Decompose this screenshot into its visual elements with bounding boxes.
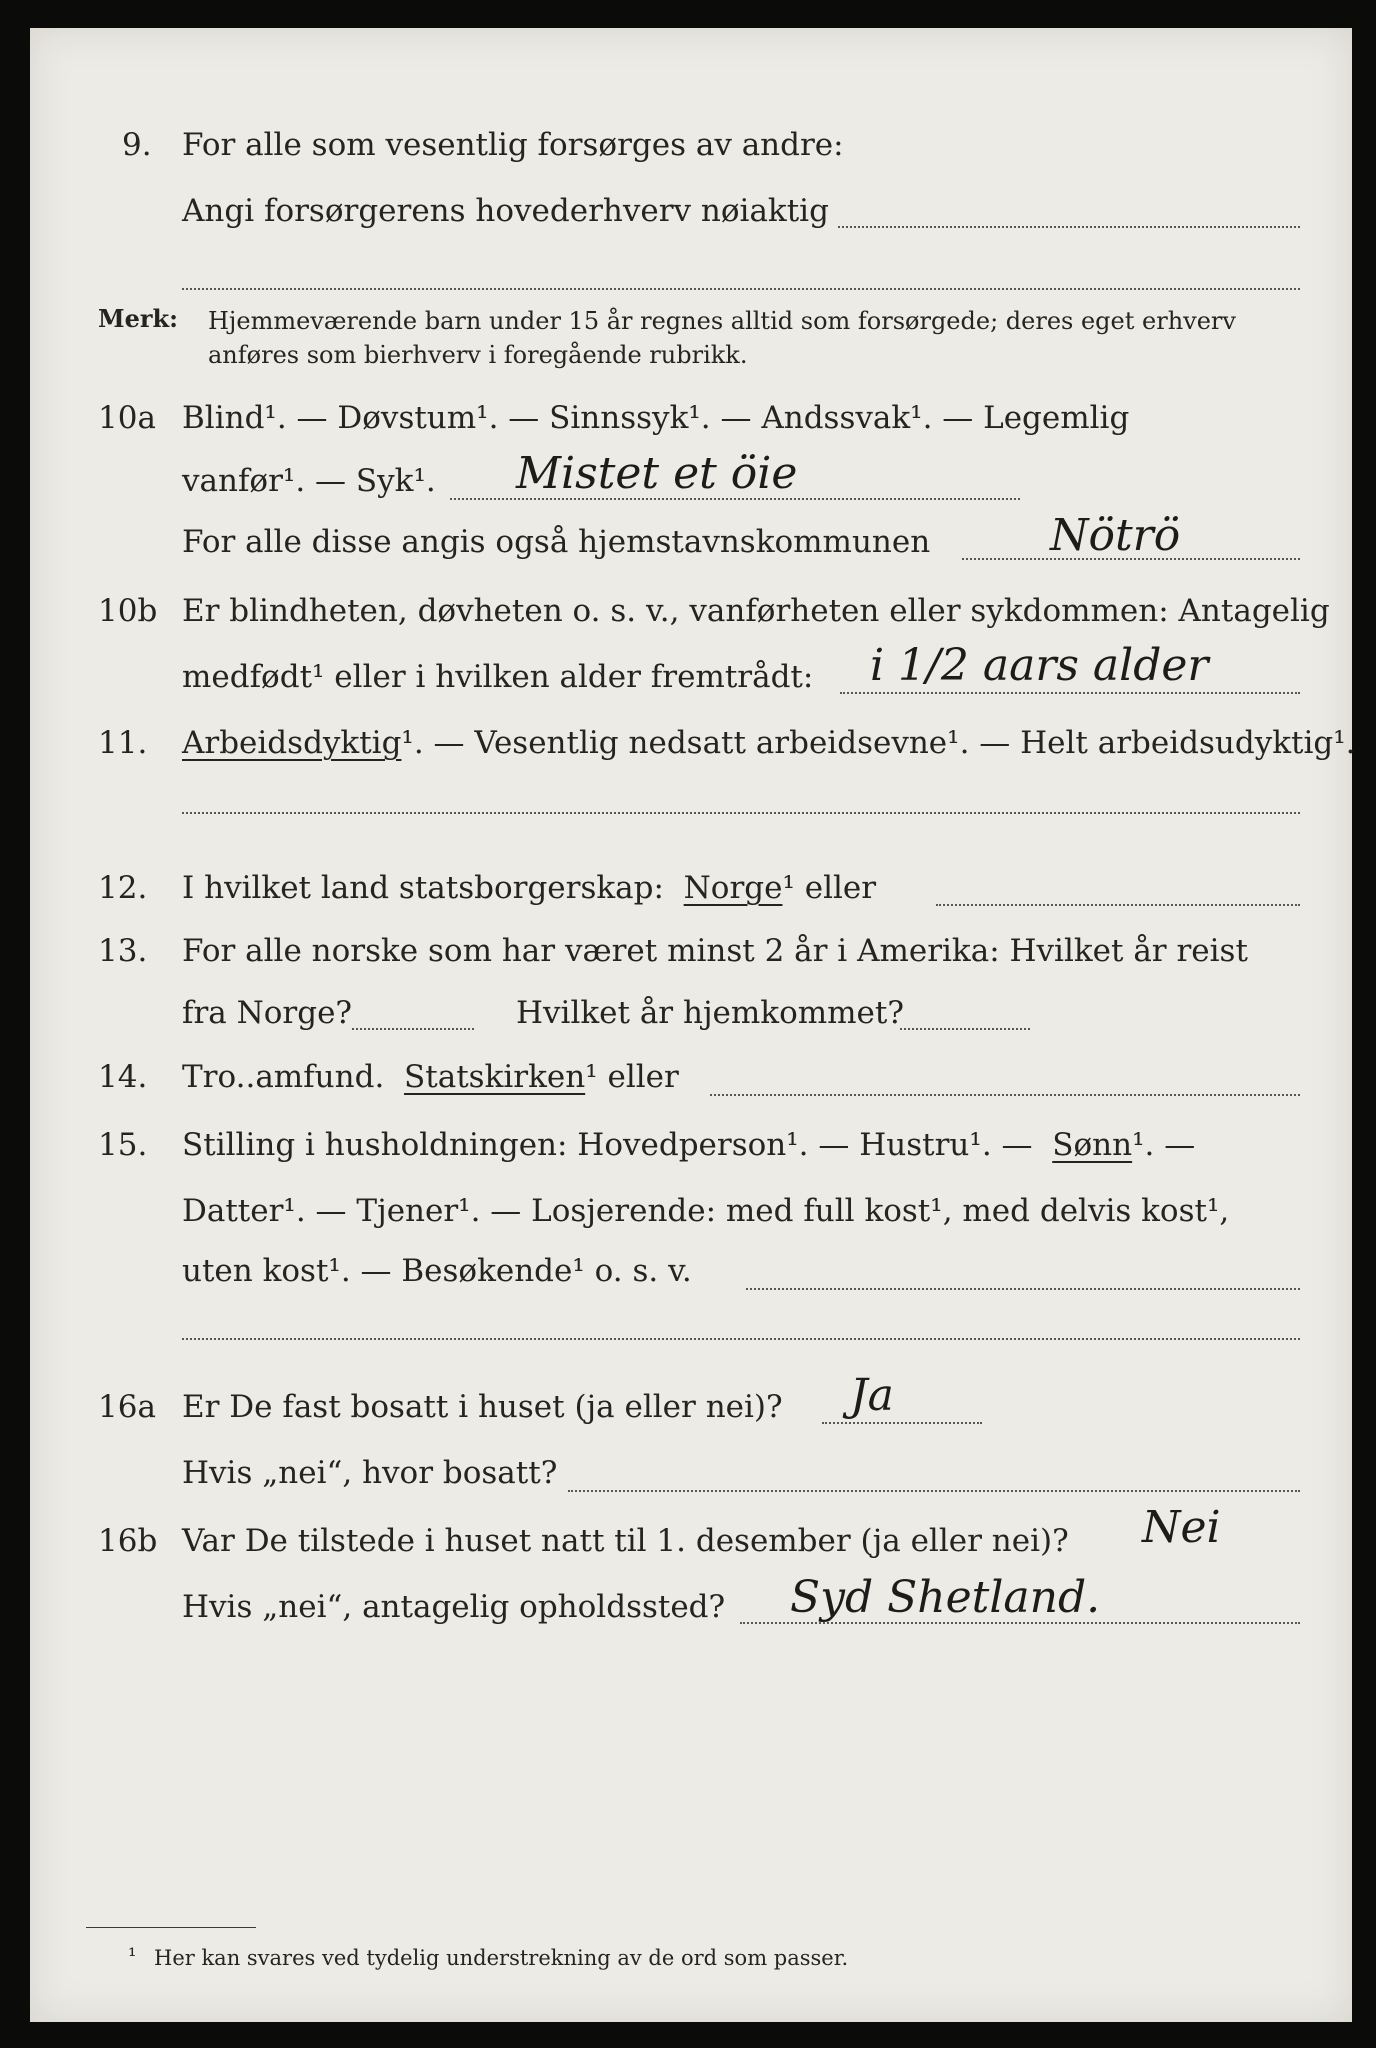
q12-tail: ¹ eller — [782, 870, 877, 906]
q10b-answer-line — [840, 692, 1300, 694]
q15-number: 15. — [98, 1127, 148, 1163]
q9-answer-line — [838, 226, 1300, 228]
merk-line1: Hjemmeværende barn under 15 år regnes alltid som forsørgede; deres eget erhverv — [208, 307, 1236, 335]
q16a-line1: Er De fast bosatt i huset (ja eller nei)? — [182, 1389, 783, 1425]
q11-option-arbeidsdyktig[interactable]: Arbeidsdyktig — [182, 725, 402, 761]
q11-number: 11. — [98, 725, 148, 761]
q16a-bosatt-line — [568, 1490, 1300, 1492]
census-form-page — [30, 28, 1356, 2022]
q10b-number: 10b — [98, 593, 158, 629]
q14-label: Tro..amfund. — [182, 1059, 385, 1095]
q16b-line2: Hvis „nei“, antagelig opholdssted? — [182, 1589, 726, 1625]
merk-label: Merk: — [98, 304, 178, 333]
q10b-line1: Er blindheten, døvheten o. s. v., vanførheten eller sykdommen: Antagelig — [182, 593, 1330, 629]
q11-answer-line — [182, 812, 1300, 814]
q13-hjemkommet-line — [900, 1028, 1030, 1030]
q15-line1a: Stilling i husholdningen: Hovedperson¹. — Hustru¹. — — [182, 1127, 1033, 1163]
q13-reist-line — [352, 1028, 474, 1030]
q16a-answer: Ja — [850, 1370, 894, 1421]
q12-option-norge[interactable]: Norge — [683, 870, 783, 906]
q16a-answer-line — [822, 1422, 982, 1424]
q13-line2b: Hvilket år hjemkommet? — [516, 995, 904, 1031]
q16a-number: 16a — [98, 1389, 156, 1425]
q10a-line1: Blind¹. — Døvstum¹. — Sinnssyk¹. — Andssvak¹. — Legemlig — [182, 400, 1130, 436]
q10b-answer: i 1/2 aars alder — [870, 640, 1209, 691]
q10a-line3: For alle disse angis også hjemstavnskommunen — [182, 524, 931, 560]
q11-rest: ¹. — Vesentlig nedsatt arbeidsevne¹. — Helt arbeidsudyktig¹. — [401, 725, 1356, 761]
q12-label: I hvilket land statsborgerskap: — [182, 870, 664, 906]
q10b-line2: medfødt¹ eller i hvilken alder fremtrådt: — [182, 659, 814, 695]
q16b-answer1: Nei — [1142, 1502, 1221, 1553]
q15-line2: Datter¹. — Tjener¹. — Losjerende: med full kost¹, med delvis kost¹, — [182, 1193, 1230, 1229]
q10a-number: 10a — [98, 400, 156, 436]
q12-number: 12. — [98, 870, 148, 906]
q15-line1b: ¹. — — [1132, 1127, 1196, 1163]
q10a-line2: vanfør¹. — Syk¹. — [182, 463, 436, 499]
q12-answer-line — [936, 904, 1300, 906]
q14-answer-line — [710, 1094, 1300, 1096]
q9-line2: Angi forsørgerens hovederhverv nøiaktig — [182, 193, 829, 229]
q10a-answer1: Mistet et öie — [516, 448, 798, 499]
q9-answer-line-2 — [182, 288, 1300, 290]
q12-text — [182, 870, 877, 906]
q16b-answer2: Syd Shetland. — [790, 1572, 1101, 1623]
q14-number: 14. — [98, 1059, 148, 1095]
footnote-text: Her kan svares ved tydelig understrekning av de ord som passer. — [154, 1946, 849, 1970]
q15-answer-line — [746, 1288, 1300, 1290]
q16a-line2: Hvis „nei“, hvor bosatt? — [182, 1455, 558, 1491]
q15-answer-line-2 — [182, 1338, 1300, 1340]
q16b-line1: Var De tilstede i huset natt til 1. desember (ja eller nei)? — [182, 1523, 1069, 1559]
q13-number: 13. — [98, 933, 148, 969]
merk-line2: anføres som bierhverv i foregående rubrikk. — [208, 341, 748, 369]
q10a-answer2: Nötrö — [1050, 510, 1181, 561]
q11-text — [182, 725, 1356, 761]
q14-option-statskirken[interactable]: Statskirken — [404, 1059, 586, 1095]
footnote-mark: ¹ — [128, 1944, 137, 1968]
q15-option-sonn[interactable]: Sønn — [1052, 1127, 1133, 1163]
q15-line1 — [182, 1127, 1196, 1163]
q14-text — [182, 1059, 679, 1095]
q14-tail: ¹ eller — [585, 1059, 679, 1095]
q9-line1: For alle som vesentlig forsørges av andre: — [182, 127, 844, 163]
q13-line2a: fra Norge? — [182, 995, 353, 1031]
q15-line3: uten kost¹. — Besøkende¹ o. s. v. — [182, 1253, 692, 1289]
q13-line1: For alle norske som har været minst 2 år i Amerika: Hvilket år reist — [182, 933, 1248, 969]
q16b-number: 16b — [98, 1523, 158, 1559]
q9-number: 9. — [122, 127, 152, 163]
footnote-rule — [86, 1927, 256, 1928]
